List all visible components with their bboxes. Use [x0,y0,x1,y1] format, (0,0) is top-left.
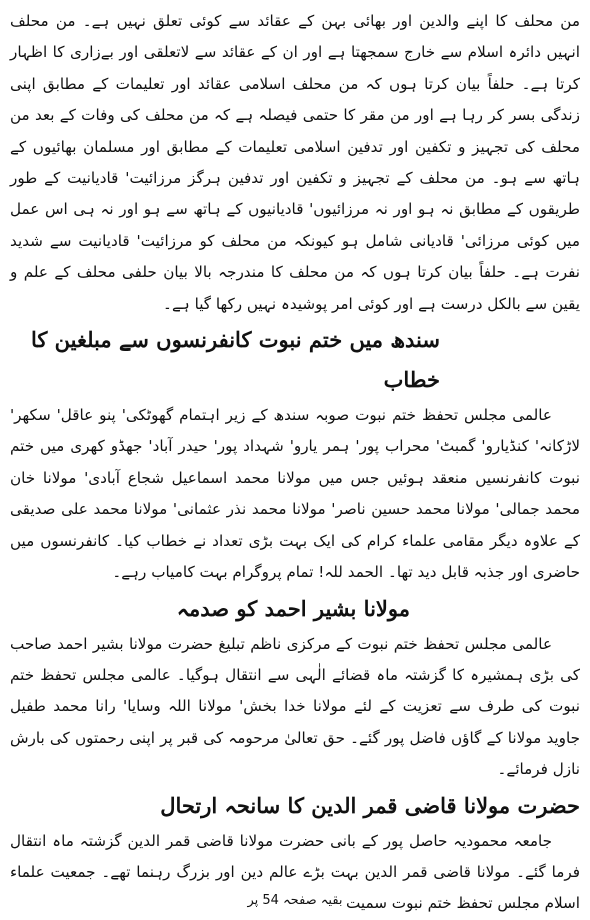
heading-qazi-qamaruddin-demise: حضرت مولانا قاضی قمر الدین کا سانحہ ارتحال [160,792,580,818]
bashir-ahmad-paragraph: عالمی مجلس تحفظ ختم نبوت کے مرکزی ناظم تبلیغ حضرت مولانا بشیر احمد صاحب کی بڑی ہمشیرہ کا گزشتہ ماہ قضائے الٰہی سے انتقال ہوگیا۔ عالمی مجلس تحفظ ختم نبوت کی طرف سے تعزیت کے لئے مولانا خدا بخش' مولانا اللہ وسایا' رانا محمد طفیل جاوید مولانا کے گاؤں فاضل پور گئے۔ حق تعالیٰ مرحومہ کی قبر پر اپنی رحمتوں کی بارش نازل فرمائے۔ [10,634,580,779]
heading-sindh-conferences: سندھ میں ختم نبوت کانفرنسوں سے مبلغین کا خطاب [30,327,440,393]
continuation-note: بقیہ صفحہ 54 پر [247,893,343,908]
article-page [10,6,580,911]
affidavit-paragraph: من محلف کا اپنے والدین اور بھائی بہن کے عقائد سے کوئی تعلق نہیں ہے۔ من محلف انہیں دائرہ اسلام سے خارج سمجھتا ہے اور ان کے عقائد سے لاتعلقی اور بےزاری کا اظہار کرتا ہے۔ حلفاً بیان کرتا ہوں کہ من محلف اسلامی عقائد اور تعلیمات کے مطابق اپنی زندگی بسر کر رہا ہے اور من مقر کا حتمی فیصلہ ہے کہ من محلف کی وفات کے بعد من محلف کی تجہیز و تکفین اور تدفین اسلامی تعلیمات کے مطابق اور مسلمان بھائیوں کے ہاتھ سے ہو۔ من محلف کے تجہیز و تکفین اور تدفین ہرگز مرزائیت' قادیانیت کے طور طریقوں کے مطابق نہ ہو اور نہ مرزائیوں' قادیانیوں کے ہاتھ سے ہو اور نہ ہی اس عمل میں کوئی مرزائی' قادیانی شامل ہو کیونکہ من محلف کو مرزائیت' قادیانیت سے شدید نفرت ہے۔ حلفاً بیان کرتا ہوں کہ من محلف کا مندرجہ بالا بیان حلفی محلف کے علم و یقین سے بالکل درست ہے اور کوئی امر پوشیدہ نہیں رکھا گیا ہے۔ [10,12,580,313]
sindh-conferences-paragraph: عالمی مجلس تحفظ ختم نبوت صوبہ سندھ کے زیر اہتمام گھوٹکی' پنو عاقل' سکھر' لاڑکانہ' کنڈیارو' گمبٹ' محراب پور' ہمر یارو' شہداد پور' حیدر آباد' جھڈو کھری میں ختم نبوت کانفرنسیں منعقد ہوئیں جس میں مولانا محمد اسماعیل شجاع آبادی' مولانا خان محمد جمالی' مولانا محمد حسین ناصر' مولانا محمد نذر عثمانی' مولانا محمد علی صدیقی کے علاوہ دیگر مقامی علماء کرام کی ایک بہت بڑی تعداد نے خطاب کیا۔ کانفرنسوں میں حاضری اور جذبہ قابل دید تھا۔ الحمد للہ! تمام پروگرام بہت کامیاب رہے۔ [10,406,580,582]
qazi-qamaruddin-paragraph: جامعہ محمودیہ حاصل پور کے بانی حضرت مولانا قاضی قمر الدین گزشتہ ماہ انتقال فرما گئے۔ مولانا قاضی قمر الدین بہت بڑے عالم دین اور بزرگ رہنما تھے۔ جمعیت علماء اسلام مجلس تحفظ ختم نبوت سمیت [10,831,580,913]
heading-bashir-ahmad-grief: مولانا بشیر احمد کو صدمہ [176,595,410,621]
